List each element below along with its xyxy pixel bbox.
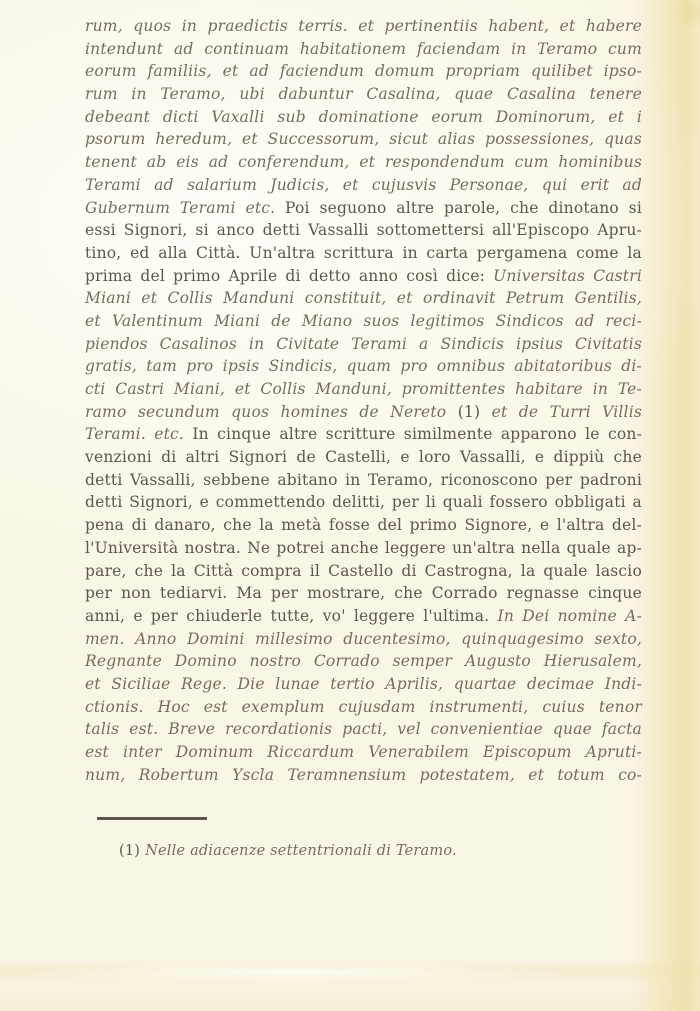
- text-segment: prima del primo Aprile di detto anno così dice:: [85, 266, 494, 285]
- text-segment: Terami. etc.: [85, 425, 185, 444]
- text-line: [85, 446, 642, 469]
- text-segment: anni, e per chiuderle tutte, vo' leggere l'ultima.: [85, 606, 498, 625]
- text-segment: et de Turri Villis: [480, 402, 643, 421]
- text-segment: ramo secundum quos homines de Nereto: [85, 402, 458, 421]
- text-line: [85, 197, 642, 220]
- text-segment: (1): [457, 402, 481, 421]
- text-segment: detti Vassalli, sebbene abitano in Teramo, riconoscono per padroni: [85, 470, 642, 489]
- text-segment: l'Università nostra. Ne potrei anche leggere un'altra nella quale ap-: [85, 538, 642, 557]
- text-segment: piendos Casalinos in Civitate Terami a Sindicis ipsius Civitatis: [85, 334, 642, 353]
- text-line: [85, 560, 642, 583]
- text-line: [85, 355, 642, 378]
- text-line: [85, 151, 642, 174]
- text-line: [85, 128, 642, 151]
- text-line: [85, 514, 642, 537]
- text-segment: ctionis. Hoc est exemplum cujusdam instrumenti, cuius tenor: [85, 697, 642, 716]
- text-segment: et Siciliae Rege. Die lunae tertio Aprilis, quartae decimae Indi-: [85, 674, 642, 693]
- paper-edge-smudge: [654, 0, 700, 40]
- text-line: [85, 378, 642, 401]
- text-segment: num, Robertum Yscla Teramnensium potestatem, et totum co-: [85, 765, 642, 784]
- text-segment: eorum familiis, et ad faciendum domum propriam quilibet ipso-: [85, 62, 642, 81]
- text-segment: Regnante Domino nostro Corrado semper Augusto Hierusalem,: [85, 652, 642, 671]
- text-line: [85, 628, 642, 651]
- text-line: [85, 718, 642, 741]
- text-segment: tino, ed alla Città. Un'altra scrittura in carta pergamena come la: [85, 243, 642, 262]
- text-segment: talis est. Breve recordationis pacti, vel convenientiae quae facta: [85, 720, 642, 739]
- text-segment: In Dei nomine A-: [497, 606, 643, 625]
- footnote-rule: [97, 817, 207, 820]
- text-line: [85, 605, 642, 628]
- text-segment: pare, che la Città compra il Castello di Castrogna, la quale lascio: [85, 561, 642, 580]
- text-line: [85, 764, 642, 787]
- footnote-text: Nelle adiacenze settentrionali di Teramo.: [145, 843, 457, 859]
- footnote: [119, 843, 457, 859]
- text-line: [85, 469, 642, 492]
- text-segment: Gubernum Terami etc.: [85, 198, 276, 217]
- text-line: [85, 83, 642, 106]
- text-segment: rum, quos in praedictis terris. et pertinentiis habent, et habere: [85, 17, 642, 35]
- text-line: [85, 423, 642, 446]
- footnote-marker: (1): [119, 843, 141, 859]
- text-line: [85, 401, 642, 424]
- text-line: [85, 333, 642, 356]
- text-segment: et Valentinum Miani de Miano suos legitimos Sindicos ad reci-: [85, 311, 642, 330]
- paper-stain: [0, 958, 700, 984]
- text-line: [85, 741, 642, 764]
- text-line: [85, 310, 642, 333]
- text-line: [85, 287, 642, 310]
- text-line: [85, 537, 642, 560]
- text-segment: venzioni di altri Signori de Castelli, e loro Vassalli, e dippiù che: [85, 448, 642, 467]
- text-segment: debeant dicti Vaxalli sub dominatione eorum Dominorum, et i: [85, 107, 642, 126]
- text-line: [85, 242, 642, 265]
- text-segment: men. Anno Domini millesimo ducentesimo, quinquagesimo sexto,: [85, 629, 642, 648]
- text-line: [85, 582, 642, 605]
- text-line: [85, 219, 642, 242]
- text-line: [85, 696, 642, 719]
- text-line: [85, 650, 642, 673]
- text-segment: gratis, tam pro ipsis Sindicis, quam pro omnibus abitatoribus di-: [85, 357, 642, 376]
- text-line: [85, 60, 642, 83]
- text-segment: Miani et Collis Manduni constituit, et ordinavit Petrum Gentilis,: [85, 289, 642, 308]
- text-segment: tenent ab eis ad conferendum, et respondendum cum hominibus: [85, 153, 642, 172]
- text-segment: per non tediarvi. Ma per mostrare, che Corrado regnasse cinque: [85, 584, 642, 603]
- text-line: [85, 38, 642, 61]
- text-segment: cti Castri Miani, et Collis Manduni, promittentes habitare in Te-: [85, 380, 642, 398]
- text-line: [85, 106, 642, 129]
- text-segment: pena di danaro, che la metà fosse del primo Signore, e l'altra del-: [85, 516, 642, 535]
- text-line: [85, 673, 642, 696]
- text-segment: psorum heredum, et Successorum, sicut alias possessiones, quas: [85, 130, 642, 149]
- text-segment: intendunt ad continuam habitationem faciendam in Teramo cum: [85, 39, 642, 58]
- text-segment: essi Signori, si anco detti Vassalli sottomettersi all'Episcopo Apru-: [85, 221, 642, 240]
- text-segment: rum in Teramo, ubi dabuntur Casalina, quae Casalina tenere: [85, 85, 642, 104]
- text-segment: est inter Dominum Riccardum Venerabilem Episcopum Apruti-: [85, 743, 642, 761]
- text-line: [85, 174, 642, 197]
- text-line: [85, 491, 642, 514]
- text-segment: detti Signori, e commettendo delitti, per li quali fossero obbligati a: [85, 493, 642, 512]
- text-segment: In cinque altre scritture similmente apparono le con-: [184, 425, 643, 444]
- text-block: [85, 15, 642, 786]
- text-segment: Universitas Castri: [493, 266, 642, 285]
- text-segment: Poi seguono altre parole, che dinotano si: [275, 198, 642, 217]
- text-line: [85, 15, 642, 38]
- text-segment: Terami ad salarium Judicis, et cujusvis Personae, qui erit ad: [85, 175, 642, 194]
- text-line: [85, 265, 642, 288]
